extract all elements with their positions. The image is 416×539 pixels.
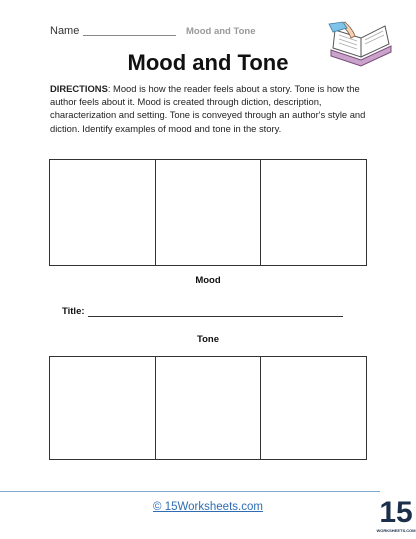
mood-box-1[interactable] <box>50 160 155 265</box>
tone-box-1[interactable] <box>50 357 155 459</box>
footer-copyright-link[interactable]: © 15Worksheets.com <box>153 501 263 513</box>
directions-label: DIRECTIONS <box>50 83 108 94</box>
tone-label: Tone <box>197 334 219 345</box>
name-label: Name <box>50 25 80 37</box>
mood-box-3[interactable] <box>260 160 366 265</box>
page-title: Mood and Tone <box>127 50 289 75</box>
logo-text: WORKSHEETS.COM <box>376 528 416 533</box>
directions-paragraph <box>50 82 370 135</box>
mood-box-2[interactable] <box>155 160 261 265</box>
mood-boxes <box>49 159 367 266</box>
tone-boxes <box>49 356 367 460</box>
tone-box-3[interactable] <box>260 357 366 459</box>
15worksheets-logo <box>376 488 416 536</box>
directions-text: : Mood is how the reader feels about a story. Tone is how the author feels about it. Mood is created through diction, description, characterization and setting. Tone is conveyed through an author's style and diction. Identify examples of mood and tone in the story. <box>50 83 366 134</box>
tone-box-2[interactable] <box>155 357 261 459</box>
footer-divider <box>0 491 380 492</box>
mood-label: Mood <box>195 275 221 286</box>
header-topic: Mood and Tone <box>186 26 256 37</box>
name-field-line[interactable] <box>83 35 176 36</box>
title-field-line[interactable] <box>88 316 343 317</box>
title-field-label: Title: <box>62 306 85 317</box>
logo-number: 15 <box>379 496 413 529</box>
